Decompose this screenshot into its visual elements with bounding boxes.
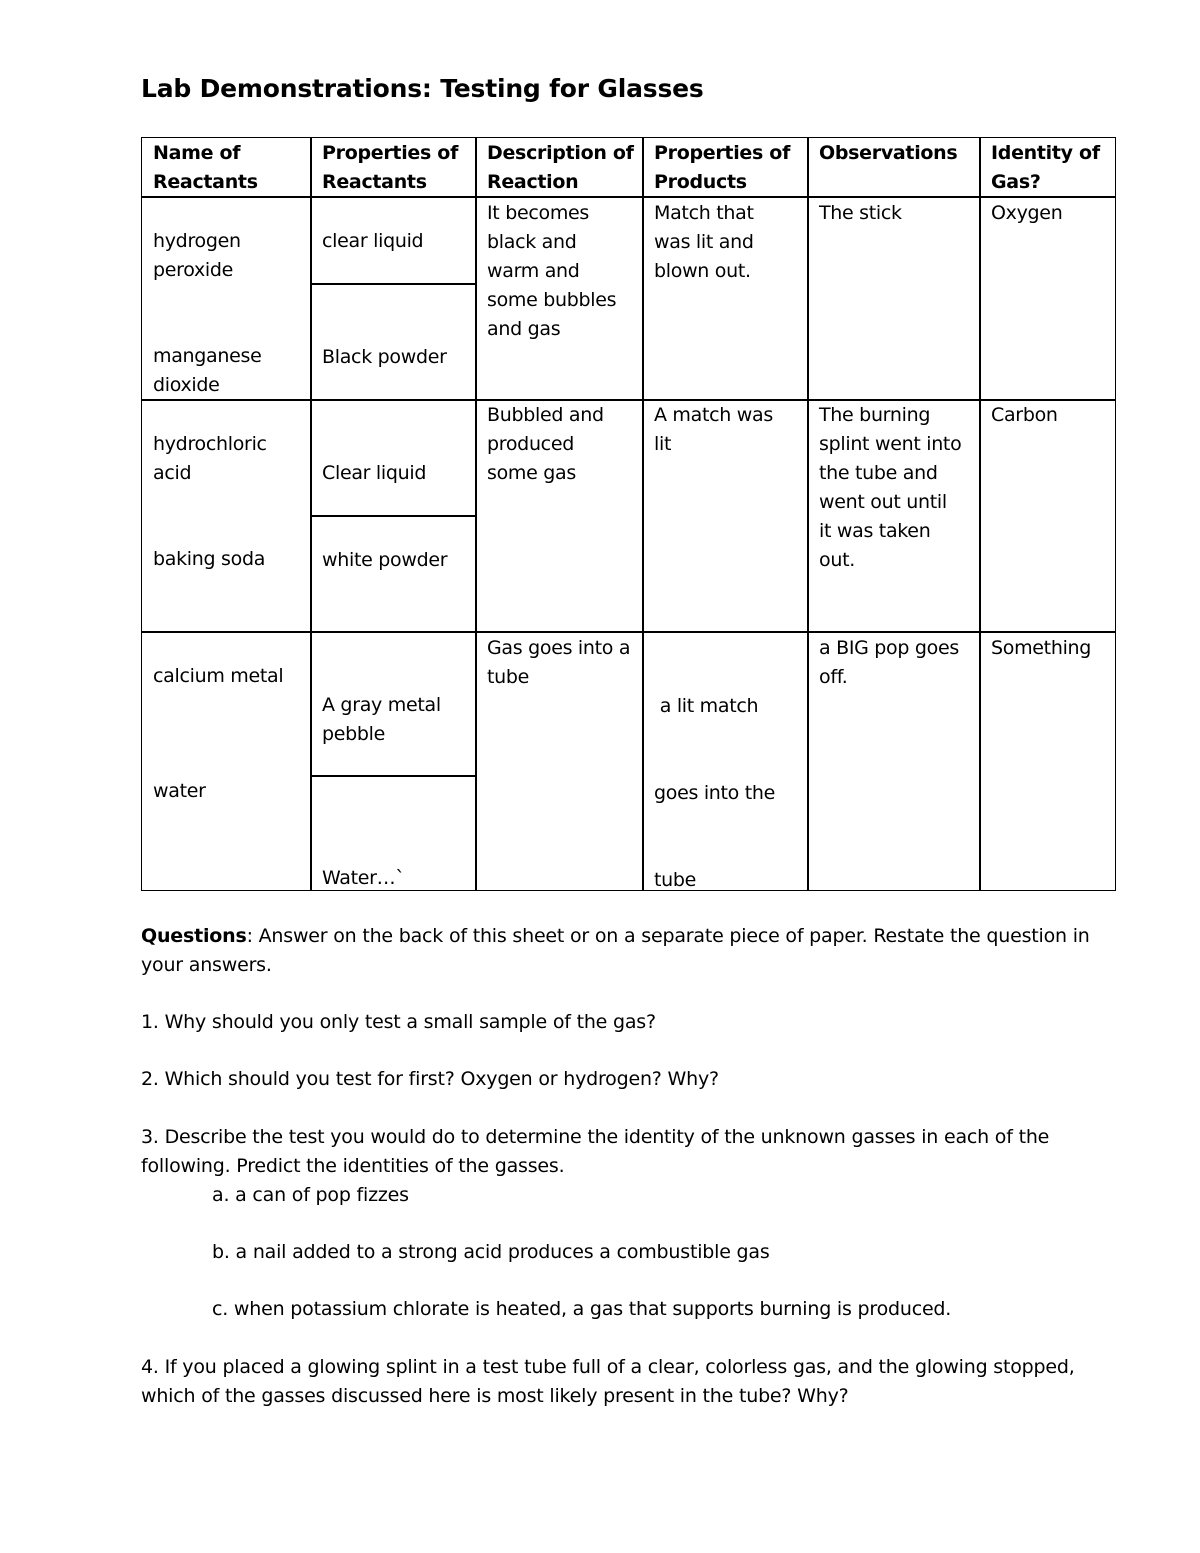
question-3b: b. a nail added to a strong acid produces a combustible gas bbox=[212, 1241, 770, 1263]
header-identity-of-gas: Identity of Gas? bbox=[991, 142, 1100, 193]
table-divider bbox=[475, 138, 477, 890]
row1-products: Match that was lit and blown out. bbox=[654, 202, 754, 282]
header-properties-of-products: Properties of Products bbox=[654, 142, 791, 193]
row1-identity: Oxygen bbox=[991, 202, 1063, 224]
row2-reactant-2: baking soda bbox=[153, 548, 266, 570]
row2-description: Bubbled and produced some gas bbox=[487, 404, 604, 484]
question-3c: c. when potassium chlorate is heated, a gas that supports burning is produced. bbox=[212, 1298, 952, 1320]
row3-reactant-2: water bbox=[153, 780, 206, 802]
lab-table bbox=[141, 137, 1116, 891]
table-divider bbox=[642, 138, 644, 890]
table-divider bbox=[142, 399, 1115, 401]
row2-property-1: Clear liquid bbox=[322, 462, 427, 484]
row3-observations: a BIG pop goes off. bbox=[819, 637, 959, 688]
table-divider bbox=[142, 631, 1115, 633]
question-4: 4. If you placed a glowing splint in a test tube full of a clear, colorless gas, and the glowing stopped, which of the gasses discussed here is most likely present in the tube? Why? bbox=[141, 1356, 1075, 1407]
row2-property-2: white powder bbox=[322, 549, 448, 571]
header-properties-of-reactants: Properties of Reactants bbox=[322, 142, 459, 193]
row1-description: It becomes black and warm and some bubbles and gas bbox=[487, 202, 617, 340]
table-divider bbox=[310, 283, 477, 285]
table-divider bbox=[310, 775, 477, 777]
row3-property-1: A gray metal pebble bbox=[322, 694, 441, 745]
question-3: 3. Describe the test you would do to determine the identity of the unknown gasses in each of the following. Predict the identities of the gasses. bbox=[141, 1126, 1050, 1177]
row1-reactant-1: hydrogen peroxide bbox=[153, 230, 241, 281]
page-title: Lab Demonstrations: Testing for Glasses bbox=[141, 74, 704, 103]
row3-products: a lit match goes into the tube bbox=[654, 695, 776, 891]
row2-reactant-1: hydrochloric acid bbox=[153, 433, 267, 484]
row1-property-1: clear liquid bbox=[322, 230, 424, 252]
row2-identity: Carbon bbox=[991, 404, 1058, 426]
table-divider bbox=[310, 515, 477, 517]
row2-observations: The burning splint went into the tube and went out until it was taken out. bbox=[819, 404, 962, 571]
questions-label: Questions bbox=[141, 925, 247, 947]
row3-reactant-1: calcium metal bbox=[153, 665, 284, 687]
table-divider bbox=[979, 138, 981, 890]
row1-observations: The stick bbox=[819, 202, 902, 224]
row3-property-2: Water…` bbox=[322, 867, 405, 889]
row2-products: A match was lit bbox=[654, 404, 773, 455]
row3-identity: Something bbox=[991, 637, 1092, 659]
row3-description: Gas goes into a tube bbox=[487, 637, 631, 688]
questions-intro: Questions: Answer on the back of this sheet or on a separate piece of paper. Restate the question in your answers. bbox=[141, 925, 1090, 976]
table-divider bbox=[807, 138, 809, 890]
header-name-of-reactants: Name of Reactants bbox=[153, 142, 258, 193]
question-3a: a. a can of pop fizzes bbox=[212, 1184, 409, 1206]
header-observations: Observations bbox=[819, 142, 958, 164]
header-description-of-reaction: Description of Reaction bbox=[487, 142, 634, 193]
question-2: 2. Which should you test for first? Oxygen or hydrogen? Why? bbox=[141, 1068, 719, 1090]
row1-reactant-2: manganese dioxide bbox=[153, 345, 262, 396]
row1-property-2: Black powder bbox=[322, 346, 447, 368]
table-divider bbox=[310, 138, 312, 890]
question-1: 1. Why should you only test a small sample of the gas? bbox=[141, 1011, 656, 1033]
